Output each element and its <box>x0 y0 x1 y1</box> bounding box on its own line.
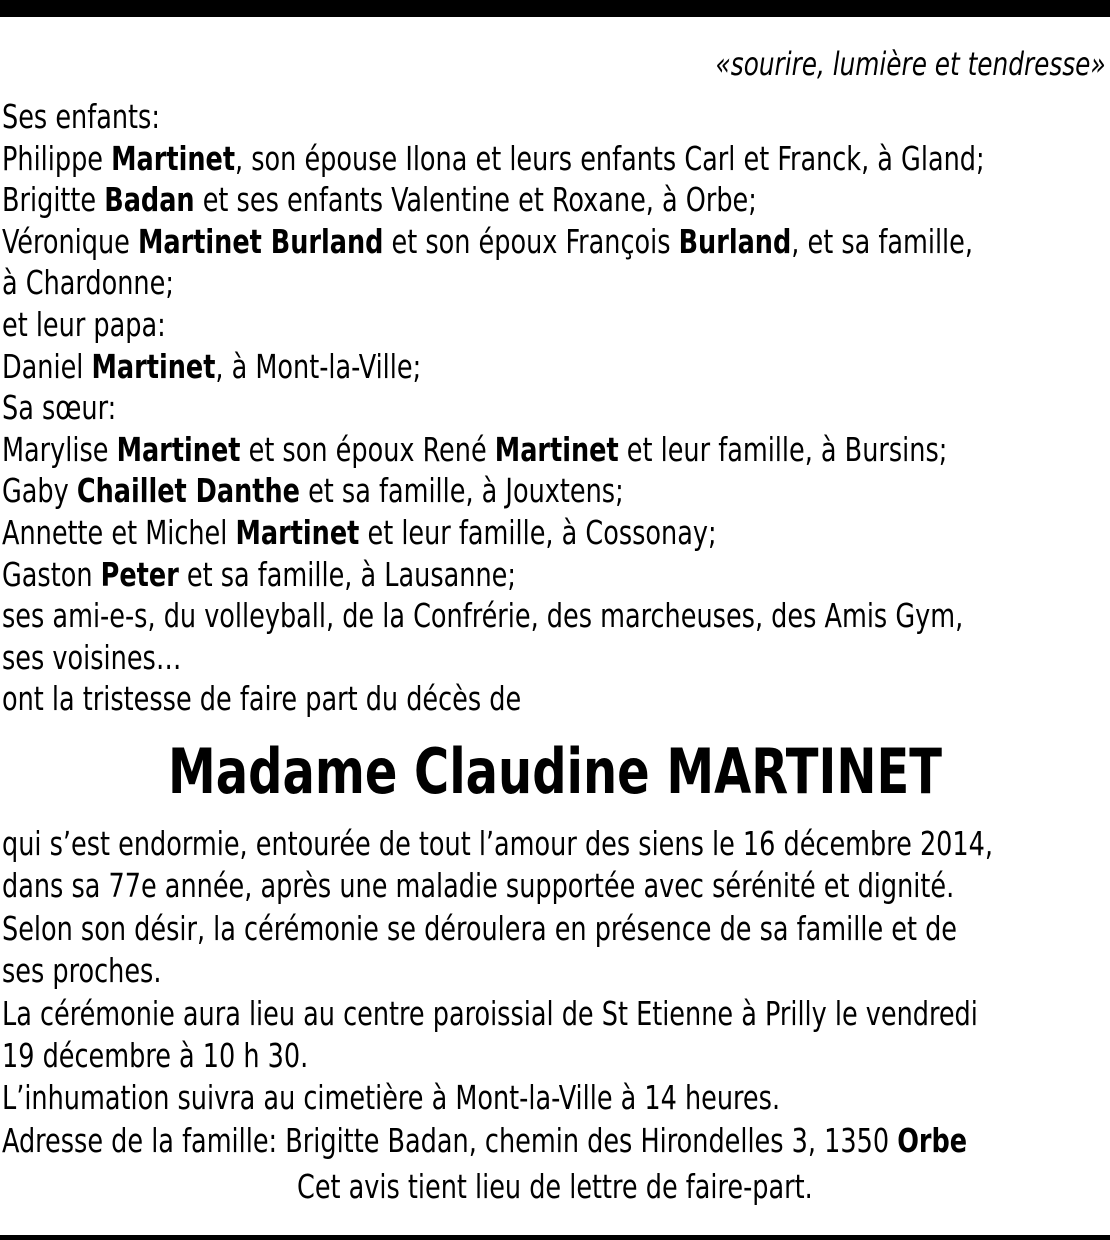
bottom-border-rule <box>0 1235 1110 1240</box>
detail-line-7: L’inhumation suivra au cimetière à Mont-la-Ville à 14 heures. <box>2 1078 781 1118</box>
family-line-marylise: Marylise Martinet et son époux René Martinet et leur famille, à Bursins; <box>2 429 948 469</box>
family-line-daniel: Daniel Martinet, à Mont-la-Ville; <box>2 346 422 386</box>
detail-line-6: 19 décembre à 10 h 30. <box>2 1035 309 1075</box>
family-line-gaston: Gaston Peter et sa famille, à Lausanne; <box>2 554 516 594</box>
family-line-annette: Annette et Michel Martinet et leur famille, à Cossonay; <box>2 512 717 552</box>
detail-line-2: dans sa 77e année, après une maladie supportée avec sérénité et dignité. <box>2 866 955 906</box>
friends-line: ses ami-e-s, du volleyball, de la Confrérie, des marcheuses, des Amis Gym, <box>2 596 964 636</box>
top-border-rule <box>0 0 1110 17</box>
detail-line-3: Selon son désir, la cérémonie se déroulera en présence de sa famille et de <box>2 908 958 948</box>
family-address: Adresse de la famille: Brigitte Badan, chemin des Hirondelles 3, 1350 Orbe <box>2 1120 968 1160</box>
family-line-brigitte: Brigitte Badan et ses enfants Valentine et Roxane, à Orbe; <box>2 180 757 220</box>
detail-line-4: ses proches. <box>2 951 162 991</box>
detail-line-5: La cérémonie aura lieu au centre paroissial de St Etienne à Prilly le vendredi <box>2 993 978 1033</box>
soeur-heading: Sa sœur: <box>2 388 117 428</box>
detail-line-1: qui s’est endormie, entourée de tout l’amour des siens le 16 décembre 2014, <box>2 824 994 863</box>
enfants-heading: Ses enfants: <box>2 97 160 136</box>
papa-heading: et leur papa: <box>2 304 166 344</box>
family-line-gaby: Gaby Chaillet Danthe et sa famille, à Jouxtens; <box>2 471 624 511</box>
family-list <box>2 96 1102 720</box>
deceased-name: Madame Claudine MARTINET <box>168 735 942 808</box>
family-line-philippe: Philippe Martinet, son épouse Ilona et leurs enfants Carl et Franck, à Gland; <box>2 138 985 178</box>
closing-note: Cet avis tient lieu de lettre de faire-part. <box>297 1167 813 1206</box>
family-line-veronique: Véronique Martinet Burland et son époux François Burland, et sa famille, <box>2 221 973 261</box>
epigraph-quote: «sourire, lumière et tendresse» <box>715 45 1106 83</box>
family-line-veronique-cont: à Chardonne; <box>2 263 174 303</box>
announcement-line: ont la tristesse de faire part du décès de <box>2 679 522 719</box>
neighbours-line: ses voisines… <box>2 637 182 677</box>
ceremony-details <box>2 823 1102 1162</box>
